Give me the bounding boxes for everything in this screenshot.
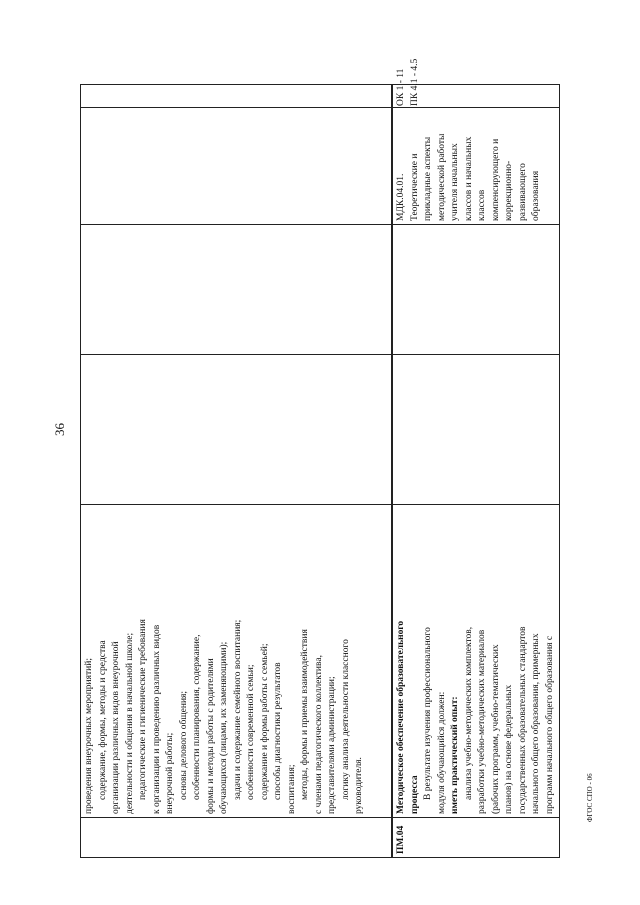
mdk-cell bbox=[392, 108, 560, 225]
empty-cell bbox=[392, 355, 560, 505]
content-lines bbox=[83, 508, 367, 814]
text-line: государственных образовательных стандартов bbox=[517, 626, 528, 814]
text-line: проведения внеурочных мероприятий; bbox=[84, 658, 94, 814]
text-line: внеурочной работы; bbox=[165, 732, 175, 814]
text-line: методы, формы и приемы взаимодействия bbox=[300, 629, 310, 800]
text-line: классов и начальных bbox=[463, 136, 474, 221]
practice-label: иметь практический опыт: bbox=[450, 696, 460, 814]
text-line: МДК.04.01. bbox=[396, 173, 406, 221]
text-line: с членами педагогического коллектива, bbox=[313, 655, 324, 814]
module-title-line: Методическое обеспечение образовательного bbox=[396, 620, 406, 814]
text-line: методической работы bbox=[436, 133, 447, 221]
footer-code: ФГОС СПО - 06 bbox=[586, 773, 594, 822]
text-line: формы и методы работы с родителями bbox=[205, 658, 216, 814]
text-line: деятельности и общения в начальной школе; bbox=[124, 632, 135, 814]
competence-cell bbox=[392, 58, 560, 108]
text-line: особенности современной семьи; bbox=[246, 664, 256, 800]
text-line: Теоретические и bbox=[409, 153, 420, 221]
text-line: руководителя. bbox=[354, 757, 364, 814]
text-line: к организации и проведению различных видов bbox=[151, 624, 162, 814]
module-code-cell bbox=[81, 818, 393, 858]
text-line: анализа учебно-методических комплектов, bbox=[463, 626, 474, 800]
page-number: 36 bbox=[52, 423, 67, 436]
content-cell bbox=[392, 505, 560, 818]
intro-line: модуля обучающийся должен: bbox=[436, 691, 447, 814]
text-line: учителя начальных bbox=[450, 143, 460, 221]
table-row bbox=[81, 85, 393, 858]
text-line: программ начального общего образования с bbox=[544, 635, 555, 814]
module-title-line: процесса bbox=[409, 775, 420, 814]
text-line: разработки учебно-методических материалов bbox=[477, 629, 487, 814]
empty-cell bbox=[81, 85, 393, 108]
text-line: классов bbox=[477, 189, 487, 221]
text-line: планов) на основе федеральных bbox=[504, 684, 514, 814]
module-code-cell: ПМ.04 bbox=[392, 818, 560, 858]
text-line: содержание и формы работы с семьей; bbox=[259, 643, 270, 800]
content-cell bbox=[81, 505, 393, 818]
rotated-table-frame bbox=[80, 58, 555, 858]
text-line: основы делового общения; bbox=[178, 690, 189, 800]
empty-cell bbox=[81, 225, 393, 355]
text-line: (рабочих программ, учебно-тематических bbox=[490, 644, 501, 814]
text-line: ПК 4.1 - 4.5 bbox=[409, 58, 420, 106]
text-line: логику анализа деятельности классного bbox=[340, 639, 351, 800]
text-line: развивающего bbox=[517, 163, 528, 221]
text-line: ОК 1 - 11 bbox=[396, 68, 406, 106]
text-line: образования bbox=[531, 170, 541, 221]
table-row bbox=[392, 85, 560, 858]
text-line: способы диагностики результатов bbox=[273, 662, 283, 800]
text-line: задачи и содержание семейного воспитания; bbox=[232, 619, 243, 800]
text-line: коррекционно- bbox=[504, 160, 514, 221]
curriculum-table bbox=[80, 58, 560, 858]
text-line: начального общего образования, примерных bbox=[531, 633, 541, 814]
content-lines bbox=[395, 508, 557, 814]
text-line: содержание, формы, методы и средства bbox=[97, 640, 108, 800]
text-line: компенсирующего и bbox=[490, 138, 501, 221]
text-line: организации различных видов внеурочной bbox=[111, 641, 121, 814]
empty-cell bbox=[81, 108, 393, 225]
practice-lines bbox=[463, 508, 558, 814]
mdk-lines bbox=[395, 111, 544, 221]
text-line: представителями администрации; bbox=[327, 676, 337, 814]
text-line: прикладные аспекты bbox=[423, 136, 433, 221]
empty-cell bbox=[81, 355, 393, 505]
text-line: обучающихся (лицами, их заменяющими); bbox=[219, 641, 229, 814]
text-line: педагогические и гигиенические требования bbox=[138, 619, 148, 800]
text-line: воспитания; bbox=[286, 764, 297, 814]
competence-lines bbox=[395, 58, 422, 106]
intro-line: В результате изучения профессионального bbox=[423, 627, 433, 800]
empty-cell bbox=[392, 225, 560, 355]
text-line: особенности планирования, содержание, bbox=[192, 634, 202, 800]
